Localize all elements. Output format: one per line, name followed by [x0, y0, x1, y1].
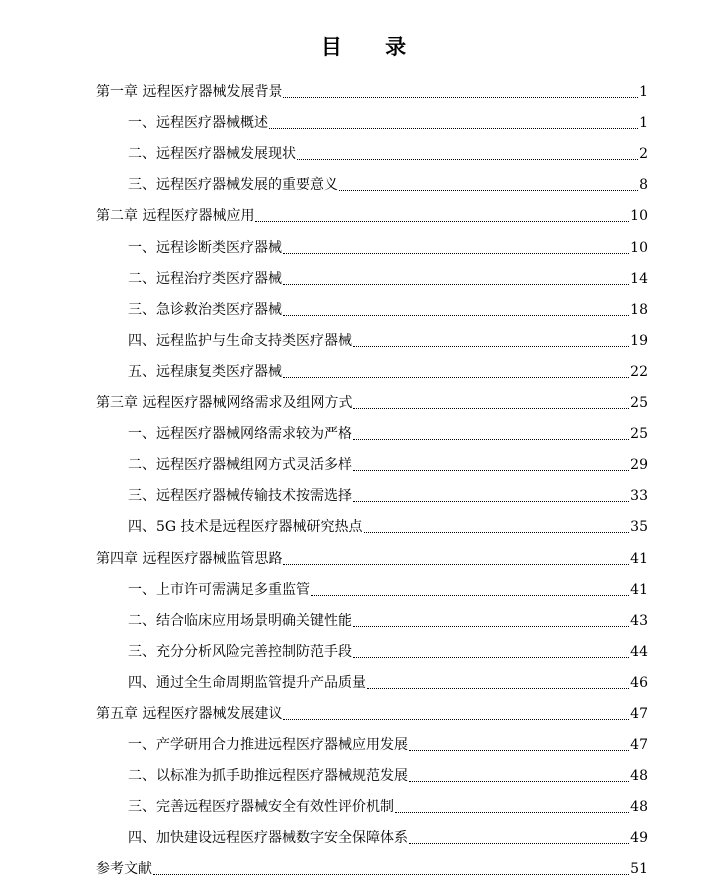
toc-entry-page-number: 22 [630, 363, 648, 380]
toc-entry-label: 二、远程治疗类医疗器械 [128, 270, 282, 287]
toc-entry-page-number: 44 [630, 643, 648, 660]
dot-leader [353, 469, 629, 471]
toc-entry-page-number: 46 [630, 674, 648, 691]
dot-leader [311, 594, 629, 596]
dot-leader [283, 96, 638, 98]
toc-section-entry[interactable] [96, 600, 648, 631]
toc-entry-page-number: 25 [630, 426, 648, 443]
dot-leader [395, 811, 629, 813]
toc-entry-page-number: 47 [630, 737, 648, 754]
toc-entry-page-number: 47 [630, 705, 648, 722]
toc-entry-label: 一、远程医疗器械概述 [128, 115, 268, 132]
toc-entry-page-number: 1 [639, 84, 648, 101]
toc-chapter-entry[interactable] [96, 693, 648, 724]
toc-section-entry[interactable] [96, 662, 648, 693]
toc-entry-label: 第四章 远程医疗器械监管思路 [96, 550, 283, 567]
toc-entry-label: 三、远程医疗器械传输技术按需选择 [128, 488, 352, 505]
toc-section-entry[interactable] [96, 444, 648, 475]
dot-leader [364, 531, 630, 533]
dot-leader [409, 749, 629, 751]
toc-section-entry[interactable] [96, 724, 648, 755]
toc-section-entry[interactable] [96, 133, 648, 164]
dot-leader [367, 687, 629, 689]
toc-entry-page-number: 10 [630, 239, 648, 256]
toc-chapter-entry[interactable] [96, 848, 648, 879]
toc-chapter-entry[interactable] [96, 537, 648, 568]
toc-chapter-entry[interactable] [96, 71, 648, 102]
toc-entry-page-number: 41 [630, 550, 648, 567]
dot-leader [283, 283, 629, 285]
toc-section-entry[interactable] [96, 817, 648, 848]
toc-entry-label: 第三章 远程医疗器械网络需求及组网方式 [96, 395, 353, 412]
dot-leader [297, 158, 638, 160]
toc-entry-page-number: 41 [630, 581, 648, 598]
toc-entry-page-number: 35 [630, 519, 648, 536]
toc-entry-page-number: 19 [630, 332, 648, 349]
toc-entry-page-number: 1 [639, 115, 648, 132]
dot-leader [353, 500, 629, 502]
toc-entry-page-number: 8 [639, 177, 648, 194]
toc-entry-label: 三、远程医疗器械发展的重要意义 [128, 177, 338, 194]
toc-entry-label: 四、5G 技术是远程医疗器械研究热点 [128, 519, 363, 536]
dot-leader [283, 314, 629, 316]
toc-section-entry[interactable] [96, 102, 648, 133]
toc-entry-page-number: 14 [630, 270, 648, 287]
toc-entry-label: 三、急诊救治类医疗器械 [128, 301, 282, 318]
toc-entry-label: 三、完善远程医疗器械安全有效性评价机制 [128, 799, 394, 816]
toc-section-entry[interactable] [96, 569, 648, 600]
toc-entry-label: 三、充分分析风险完善控制防范手段 [128, 643, 352, 660]
toc-section-entry[interactable] [96, 755, 648, 786]
toc-entry-label: 第二章 远程医疗器械应用 [96, 208, 255, 225]
toc-section-entry[interactable] [96, 320, 648, 351]
toc-section-entry[interactable] [96, 475, 648, 506]
dot-leader [283, 252, 629, 254]
toc-chapter-entry[interactable] [96, 195, 648, 226]
toc-entry-label: 第一章 远程医疗器械发展背景 [96, 84, 283, 101]
table-of-contents [96, 71, 648, 879]
toc-entry-label: 五、远程康复类医疗器械 [128, 363, 282, 380]
toc-entry-label: 一、远程医疗器械网络需求较为严格 [128, 426, 352, 443]
dot-leader [353, 407, 629, 409]
toc-entry-page-number: 51 [630, 861, 648, 878]
dot-leader [283, 563, 629, 565]
toc-section-entry[interactable] [96, 258, 648, 289]
toc-entry-page-number: 33 [630, 488, 648, 505]
dot-leader [283, 376, 629, 378]
dot-leader [353, 345, 629, 347]
toc-entry-label: 参考文献 [96, 861, 152, 878]
toc-section-entry[interactable] [96, 164, 648, 195]
toc-chapter-entry[interactable] [96, 382, 648, 413]
dot-leader [339, 189, 638, 191]
dot-leader [255, 220, 629, 222]
dot-leader [283, 718, 629, 720]
toc-section-entry[interactable] [96, 289, 648, 320]
toc-entry-label: 四、通过全生命周期监管提升产品质量 [128, 674, 366, 691]
dot-leader [409, 842, 629, 844]
toc-entry-label: 二、以标准为抓手助推远程医疗器械规范发展 [128, 768, 408, 785]
toc-section-entry[interactable] [96, 413, 648, 444]
toc-entry-label: 一、产学研用合力推进远程医疗器械应用发展 [128, 737, 408, 754]
toc-entry-label: 二、结合临床应用场景明确关键性能 [128, 612, 352, 629]
toc-section-entry[interactable] [96, 226, 648, 257]
toc-entry-page-number: 18 [630, 301, 648, 318]
dot-leader [269, 127, 638, 129]
toc-entry-label: 一、远程诊断类医疗器械 [128, 239, 282, 256]
toc-entry-page-number: 29 [630, 457, 648, 474]
toc-entry-page-number: 48 [630, 799, 648, 816]
page-title: 目 录 [320, 35, 425, 59]
toc-entry-label: 四、加快建设远程医疗器械数字安全保障体系 [128, 830, 408, 847]
toc-entry-label: 第五章 远程医疗器械发展建议 [96, 705, 283, 722]
toc-entry-label: 一、上市许可需满足多重监管 [128, 581, 310, 598]
dot-leader [353, 625, 629, 627]
dot-leader [409, 780, 629, 782]
toc-entry-page-number: 48 [630, 768, 648, 785]
toc-section-entry[interactable] [96, 786, 648, 817]
dot-leader [153, 873, 629, 875]
toc-entry-label: 二、远程医疗器械组网方式灵活多样 [128, 457, 352, 474]
toc-entry-label: 四、远程监护与生命支持类医疗器械 [128, 332, 352, 349]
toc-entry-page-number: 49 [630, 830, 648, 847]
toc-entry-label: 二、远程医疗器械发展现状 [128, 146, 296, 163]
toc-section-entry[interactable] [96, 506, 648, 537]
dot-leader [353, 656, 629, 658]
toc-entry-page-number: 10 [630, 208, 648, 225]
toc-entry-page-number: 2 [639, 146, 648, 163]
toc-section-entry[interactable] [96, 631, 648, 662]
toc-entry-page-number: 43 [630, 612, 648, 629]
toc-entry-page-number: 25 [630, 395, 648, 412]
toc-section-entry[interactable] [96, 351, 648, 382]
dot-leader [353, 438, 629, 440]
